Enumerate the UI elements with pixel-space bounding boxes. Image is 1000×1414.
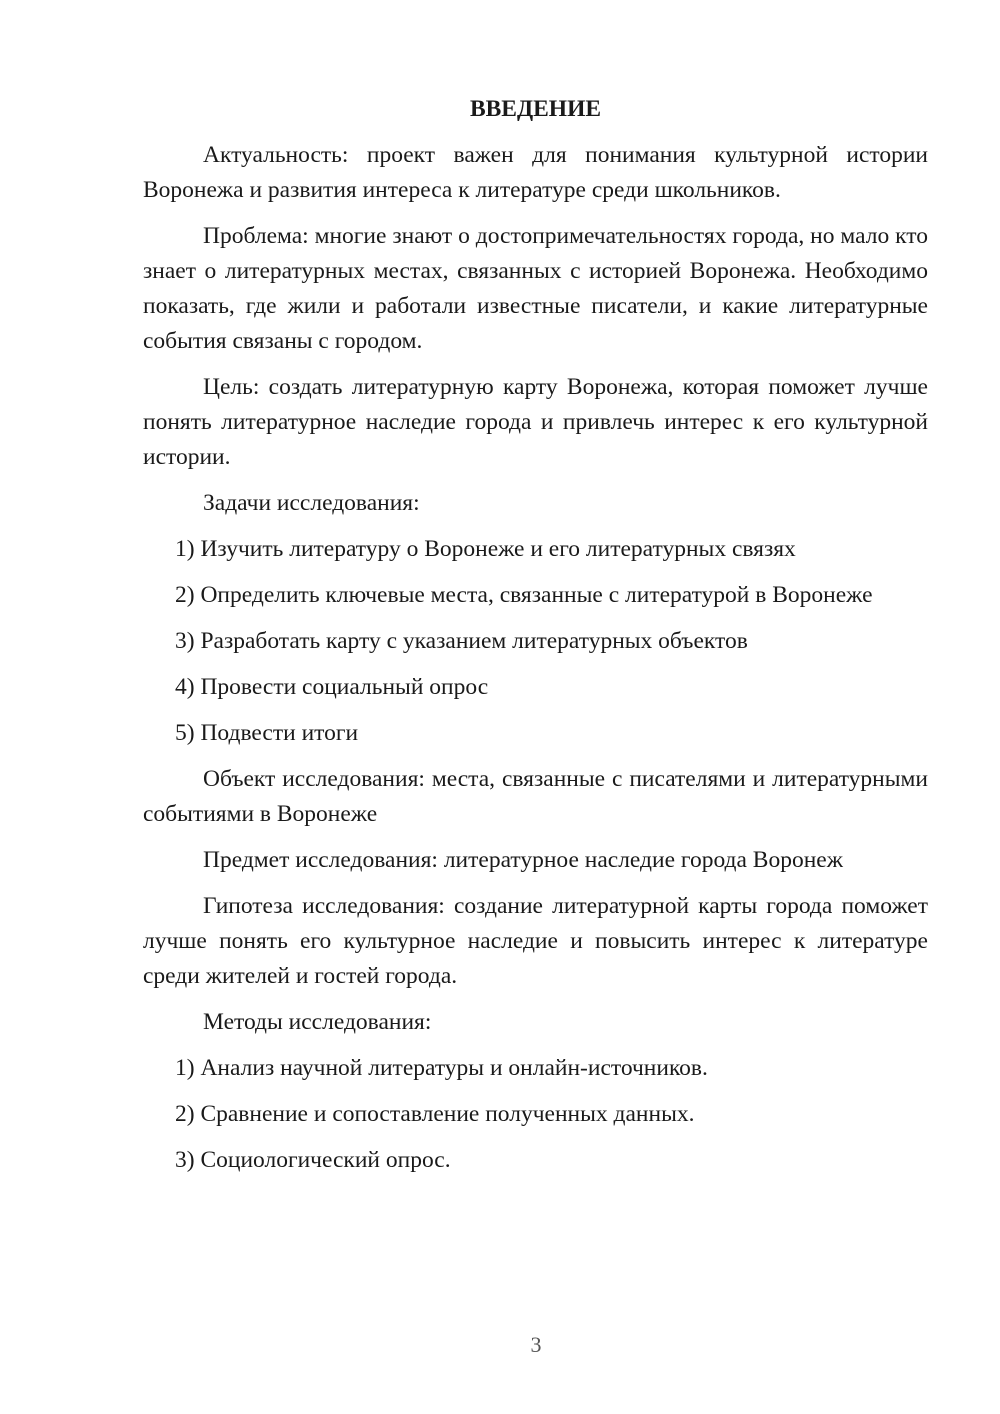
paragraph-goal: Цель: создать литературную карту Воронежа, которая поможет лучше понять литературное наследие города и привлечь интерес к его культурной истории.: [143, 374, 928, 470]
list-item: 3) Разработать карту с указанием литературных объектов: [175, 628, 748, 654]
page-content: [143, 92, 928, 1189]
paragraph-object: Объект исследования: места, связанные с писателями и литературными событиями в Воронеже: [143, 766, 928, 827]
paragraph-subject: Предмет исследования: литературное наследие города Воронеж: [203, 847, 843, 873]
list-item: 1) Анализ научной литературы и онлайн-источников.: [175, 1055, 708, 1081]
list-item: 2) Сравнение и сопоставление полученных данных.: [175, 1101, 695, 1127]
paragraph-problem: Проблема: многие знают о достопримечательностях города, но мало кто знает о литературных местах, связанных с историей Воронежа. Необходимо показать, где жили и работали известные писатели, и какие литературные события связаны с городом.: [143, 223, 928, 354]
page-title: ВВЕДЕНИЕ: [469, 96, 602, 122]
list-item: 1) Изучить литературу о Воронеже и его литературных связях: [175, 536, 796, 562]
page-number: 3: [530, 1332, 542, 1357]
list-item: 3) Социологический опрос.: [175, 1147, 451, 1173]
list-item: 2) Определить ключевые места, связанные с литературой в Воронеже: [175, 582, 873, 608]
list-item: 4) Провести социальный опрос: [175, 674, 489, 700]
tasks-heading: Задачи исследования:: [203, 490, 420, 516]
list-item: 5) Подвести итоги: [175, 720, 359, 746]
methods-heading: Методы исследования:: [203, 1009, 432, 1035]
paragraph-hypothesis: Гипотеза исследования: создание литературной карты города поможет лучше понять его культурное наследие и повысить интерес к литературе среди жителей и гостей города.: [143, 893, 928, 989]
paragraph-relevance: Актуальность: проект важен для понимания культурной истории Воронежа и развития интереса к литературе среди школьников.: [143, 142, 928, 203]
